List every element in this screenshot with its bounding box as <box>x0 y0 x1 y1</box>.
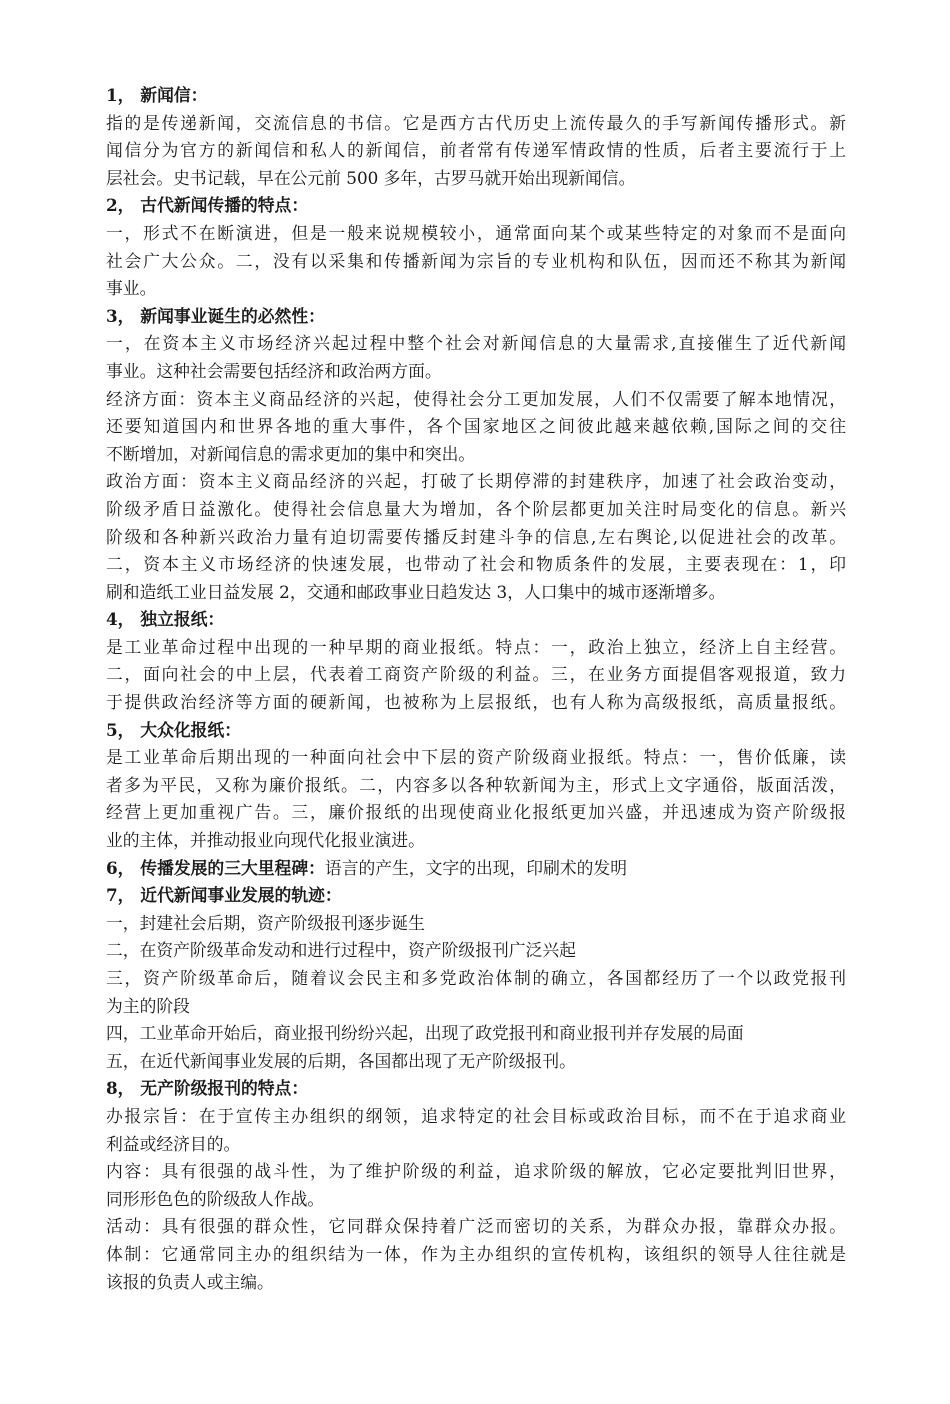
paragraph-line: 利益或经济目的。 <box>106 1133 241 1154</box>
paragraph-line: 是工业革命后期出现的一种面向社会中下层的资产阶级商业报纸。特点：一，售价低廉，读 <box>106 747 846 768</box>
paragraph-line: 业的主体，并推动报业向现代化报业演进。 <box>106 830 425 851</box>
section-heading-text: 7， 近代新闻事业发展的轨迹： <box>106 885 342 906</box>
section-5 <box>106 717 846 855</box>
paragraph-line: 阶级和各种新兴政治力量有迫切需要传播反封建斗争的信息,左右舆论,以促进社会的改革。 <box>106 526 846 547</box>
paragraph-line: 经济方面：资本主义商品经济的兴起，使得社会分工更加发展，人们不仅需要了解本地情况， <box>106 388 846 409</box>
paragraph-line: 层社会。史书记载，早在公元前 500 多年，古罗马就开始出现新闻信。 <box>106 167 636 188</box>
paragraph-line: 二，面向社会的中上层，代表着工商资产阶级的利益。三，在业务方面提倡客观报道，致力 <box>106 664 846 685</box>
section-6 <box>106 855 846 883</box>
section-8 <box>106 1075 846 1296</box>
paragraph-line: 一，封建社会后期，资产阶级报刊逐步诞生 <box>106 912 425 933</box>
paragraph-line: 一，形式不在断演进，但是一般来说规模较小，通常面向某个或某些特定的对象而不是面向 <box>106 222 846 243</box>
section-3 <box>106 303 846 607</box>
paragraph-line: 是工业革命过程中出现的一种早期的商业报纸。特点：一，政治上独立，经济上自主经营。 <box>106 636 846 657</box>
paragraph-line: 体制：它通常同主办的组织结为一体，作为主办组织的宣传机构，该组织的领导人往往就是 <box>106 1243 846 1264</box>
section-heading-text: 8， 无产阶级报刊的特点： <box>106 1078 309 1099</box>
section-2 <box>106 192 846 302</box>
paragraph-line: 办报宗旨：在于宣传主办组织的纲领，追求特定的社会目标或政治目标，而不在于追求商业 <box>106 1105 846 1126</box>
section-heading-text: 5， 大众化报纸： <box>106 719 241 740</box>
paragraph-line: 一，在资本主义市场经济兴起过程中整个社会对新闻信息的大量需求,直接催生了近代新闻 <box>106 333 846 354</box>
paragraph-line: 还要知道国内和世界各地的重大事件，各个国家地区之间彼此越来越依赖,国际之间的交往 <box>106 416 846 437</box>
section-heading-text: 2， 古代新闻传播的特点： <box>106 195 309 216</box>
section-4 <box>106 606 846 716</box>
paragraph-line: 为主的阶段 <box>106 995 190 1016</box>
paragraph-line: 刷和造纸工业日益发展 2，交通和邮政事业日趋发达 3，人口集中的城市逐渐增多。 <box>106 581 726 602</box>
paragraph-line: 该报的负责人或主编。 <box>106 1271 274 1292</box>
paragraph-line: 事业。这种社会需要包括经济和政治两方面。 <box>106 360 442 381</box>
paragraph-line: 二，资本主义市场经济的快速发展，也带动了社会和物质条件的发展，主要表现在：1，印 <box>106 554 846 575</box>
paragraph-line: 于提供政治经济等方面的硬新闻，也被称为上层报纸，也有人称为高级报纸，高质量报纸。 <box>106 692 846 713</box>
paragraph-line: 指的是传递新闻，交流信息的书信。它是西方古代历史上流传最久的手写新闻传播形式。新 <box>106 112 846 133</box>
section-heading <box>106 606 846 634</box>
paragraph-line: 闻信分为官方的新闻信和私人的新闻信，前者常有传递军情政情的性质，后者主要流行于上 <box>106 140 846 161</box>
document-page <box>106 82 846 1296</box>
paragraph-line: 同形形色色的阶级敌人作战。 <box>106 1188 325 1209</box>
section-7 <box>106 882 846 1075</box>
section-heading <box>106 882 846 910</box>
section-heading <box>106 855 846 883</box>
paragraph-line: 二，在资产阶级革命发动和进行过程中，资产阶级报刊广泛兴起 <box>106 940 576 961</box>
paragraph-line: 社会广大公众。二，没有以采集和传播新闻为宗旨的专业机构和队伍，因而还不称其为新闻 <box>106 250 846 271</box>
paragraph-line: 经营上更加重视广告。三，廉价报纸的出现使商业化报纸更加兴盛，并迅速成为资产阶级报 <box>106 802 846 823</box>
paragraph-line: 活动：具有很强的群众性，它同群众保持着广泛而密切的关系，为群众办报，靠群众办报。 <box>106 1216 846 1237</box>
section-heading-text: 6， 传播发展的三大里程碑： <box>106 857 325 878</box>
section-heading <box>106 1075 846 1103</box>
paragraph-line: 三，资产阶级革命后，随着议会民主和多党政治体制的确立，各国都经历了一个以政党报刊 <box>106 968 846 988</box>
paragraph-line: 事业。 <box>106 278 157 299</box>
section-heading-text: 4， 独立报纸： <box>106 609 225 630</box>
section-heading-text: 3， 新闻事业诞生的必然性： <box>106 305 325 326</box>
section-heading <box>106 192 846 220</box>
section-heading <box>106 82 846 110</box>
section-heading-text: 1， 新闻信： <box>106 85 208 105</box>
section-heading <box>106 717 846 745</box>
paragraph-line: 不断增加，对新闻信息的需求更加的集中和突出。 <box>106 443 476 464</box>
paragraph-line: 阶级矛盾日益激化。使得社会信息量大为增加，各个阶层都更加关注时局变化的信息。新兴 <box>106 498 846 519</box>
paragraph-line: 者多为平民，又称为廉价报纸。二，内容多以各种软新闻为主，形式上文字通俗，版面活泼， <box>106 774 846 795</box>
paragraph-line: 四，工业革命开始后，商业报刊纷纷兴起，出现了政党报刊和商业报刊并存发展的局面 <box>106 1023 744 1044</box>
section-heading <box>106 303 846 331</box>
paragraph-line: 五，在近代新闻事业发展的后期，各国都出现了无产阶级报刊。 <box>106 1050 576 1071</box>
paragraph-line: 内容：具有很强的战斗性，为了维护阶级的利益，追求阶级的解放，它必定要批判旧世界， <box>106 1161 846 1182</box>
paragraph-line: 政治方面：资本主义商品经济的兴起，打破了长期停滞的封建秩序，加速了社会政治变动， <box>106 471 846 492</box>
section-heading-inline-text: 语言的产生，文字的出现，印刷术的发明 <box>324 857 627 878</box>
section-1 <box>106 82 846 192</box>
